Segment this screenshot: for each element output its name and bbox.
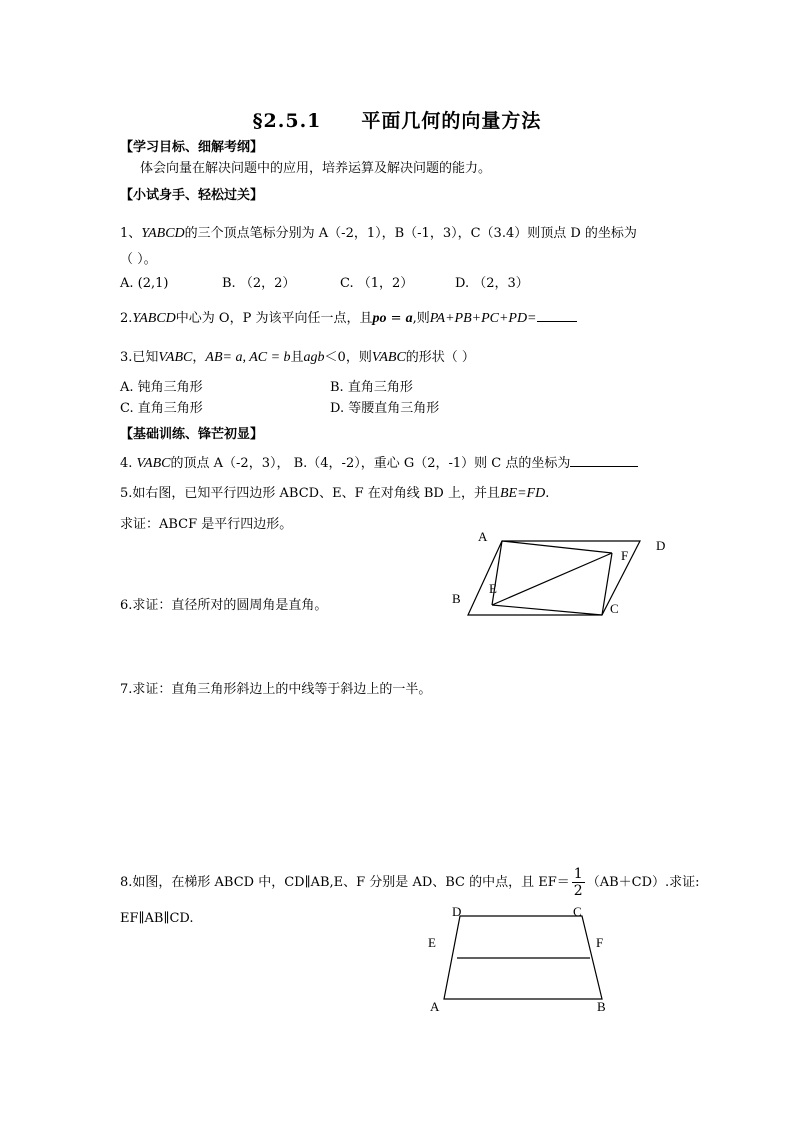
basic-heading: 【基础训练、锋芒初显】 <box>120 427 264 442</box>
question-3: 3.已知VABC，AB= a, AC = b且agb＜0，则VABC的形状（ ） <box>120 350 475 365</box>
label-b: B <box>597 999 606 1014</box>
q3-option-c: C. 直角三角形 <box>120 401 203 416</box>
q1-option-a: A. (2,1) <box>120 276 169 291</box>
q1-option-b: B. （2，2） <box>222 276 296 291</box>
question-4: 4. VABC的顶点 A（-2，3）， B.（4，-2），重心 G（2，-1）则 C 点的坐标为 <box>120 454 638 472</box>
parallelogram-symbol: YABCD <box>132 311 176 326</box>
triangle-symbol: VABC <box>158 350 193 365</box>
title-text: 平面几何的向量方法 <box>361 110 542 132</box>
label-c: C <box>573 904 582 919</box>
diagonal-bd <box>492 553 612 605</box>
question-5-prove: 求证：ABCF 是平行四边形。 <box>120 517 293 532</box>
question-1-paren: （ ）。 <box>120 252 157 267</box>
question-8-line2: EF∥AB∥CD. <box>120 911 194 926</box>
question-8: 8.如图，在梯形 ABCD 中，CD∥AB,E、F 分别是 AD、BC 的中点，且 EF＝ $\frac{1}{2}$ （AB＋CD）.求证: <box>120 866 700 899</box>
goals-heading: 【学习目标、细解考纲】 <box>120 140 264 155</box>
parallelogram-inner-line <box>492 605 602 615</box>
label-e: E <box>489 581 497 596</box>
answer-blank[interactable] <box>537 309 577 322</box>
label-f: F <box>596 935 604 950</box>
q3-option-a: A. 钝角三角形 <box>120 380 203 395</box>
q3-option-b: B. 直角三角形 <box>330 380 413 395</box>
q3-option-d: D. 等腰直角三角形 <box>330 401 440 416</box>
page-title <box>0 106 794 133</box>
q1-option-d: D. （2，3） <box>455 276 529 291</box>
trapezoid-figure <box>420 900 620 1020</box>
triangle-symbol: VABC <box>136 456 171 471</box>
q1-option-c: C. （1，2） <box>340 276 414 291</box>
section-number: §2.5.1 <box>252 110 322 132</box>
parallelogram-symbol: YABCD <box>141 226 185 241</box>
label-d: D <box>656 538 666 553</box>
question-1: 1、YABCD的三个顶点笔标分别为 A（-2，1），B（-1，3），C（3.4）则顶点 D 的坐标为 <box>120 226 637 241</box>
label-a: A <box>430 999 440 1014</box>
label-c: C <box>610 601 619 616</box>
question-6: 6.求证：直径所对的圆周角是直角。 <box>120 598 328 613</box>
question-7: 7.求证：直角三角形斜边上的中线等于斜边上的一半。 <box>120 682 432 697</box>
goals-body: 体会向量在解决问题中的应用，培养运算及解决问题的能力。 <box>140 161 492 176</box>
label-f: F <box>621 548 629 563</box>
parallelogram-inner-line <box>502 541 612 553</box>
fraction-half: $\frac{1}{2}$ <box>573 866 583 899</box>
label-b: B <box>452 591 461 606</box>
label-d: D <box>452 904 462 919</box>
question-5: 5.如右图，已知平行四边形 ABCD、E、F 在对角线 BD 上，并且BE=FD. <box>120 486 550 501</box>
quick-heading: 【小试身手、轻松过关】 <box>120 188 264 203</box>
triangle-symbol: VABC <box>371 350 406 365</box>
label-a: A <box>478 529 488 544</box>
question-2: 2.YABCD中心为 O，P 为该平向任一点，且po = a,则PA+PB+PC+PD= <box>120 309 577 327</box>
answer-blank[interactable] <box>570 454 638 467</box>
parallelogram-figure <box>440 525 680 625</box>
label-e: E <box>428 935 436 950</box>
